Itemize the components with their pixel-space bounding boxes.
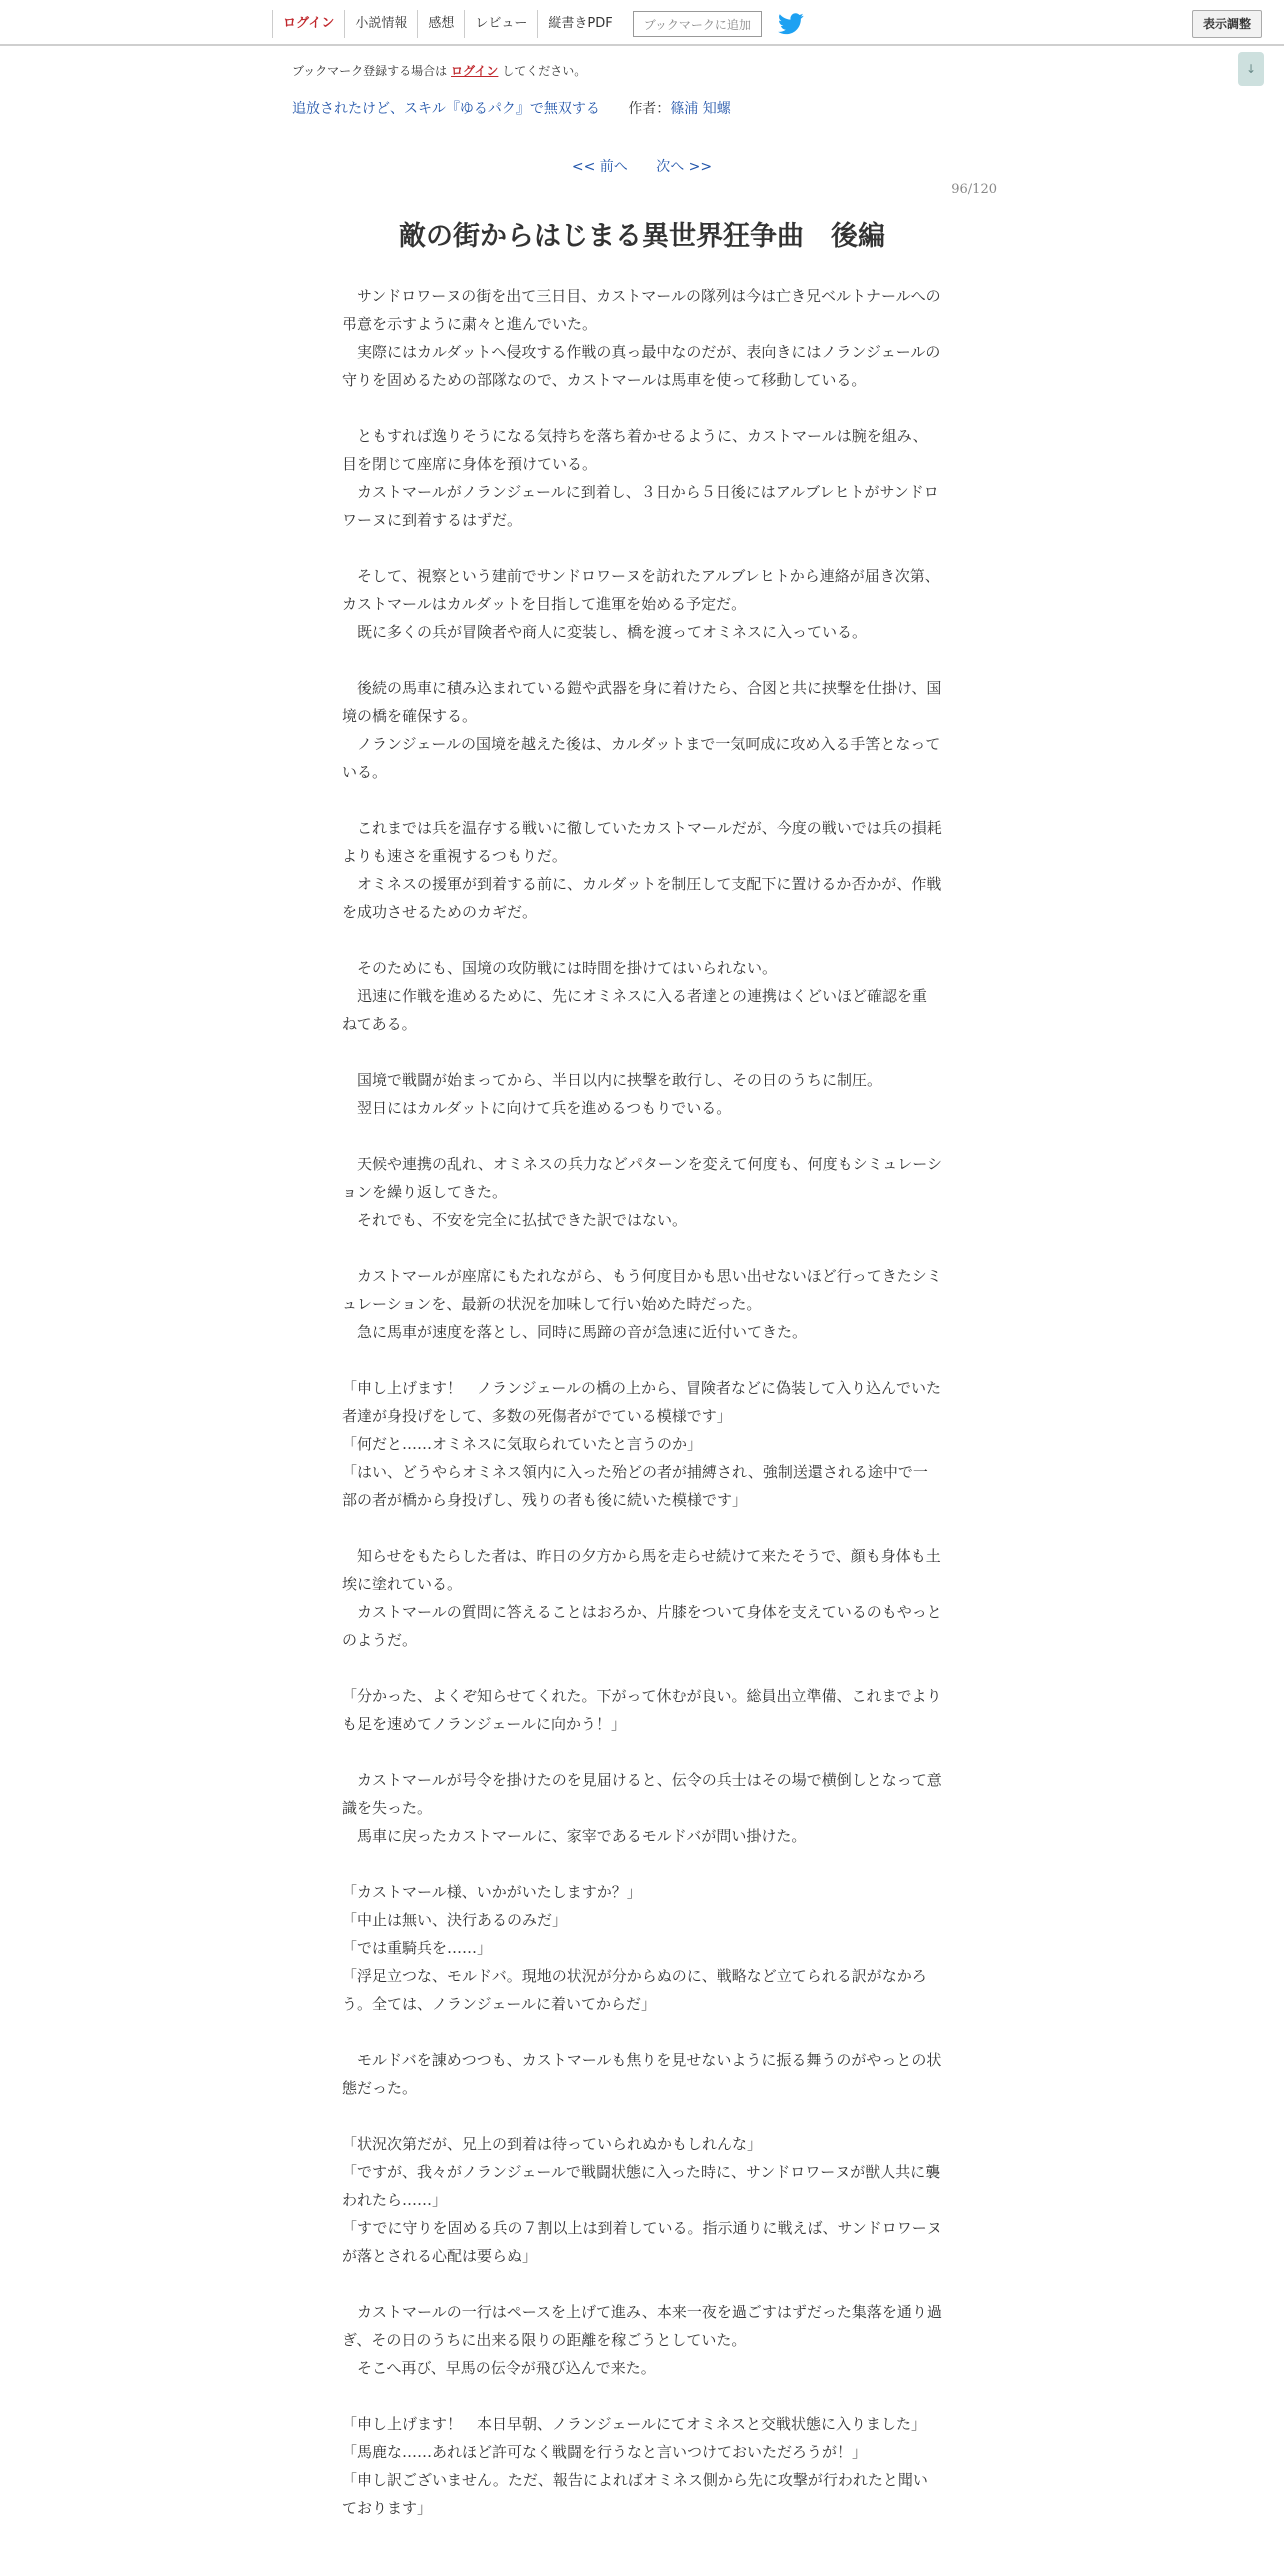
body-paragraph: 馬車に戻ったカストマールに、家宰であるモルドバが問い掛けた。 [342,1827,807,1845]
body-paragraph: そのためにも、国境の攻防戦には時間を掛けてはいられない。 [342,959,778,977]
nav-vertical-pdf-link[interactable]: 縦書きPDF [537,10,622,38]
next-chapter-link[interactable]: 次へ >> [656,159,713,175]
paragraph-spacer [342,1514,942,1542]
body-paragraph: 「浮足立つな、モルドバ。現地の状況が分からぬのに、戦略など立てられる訳がなかろう。全ては、ノランジェールに着いてからだ」 [342,1967,927,2013]
body-paragraph: 「はい、どうやらオミネス領内に入った殆どの者が捕縛され、強制送還される途中で一部の者が橋から身投げし、残りの者も後に続いた模様です」 [342,1463,928,1509]
body-paragraph: 「申し訳ございません。ただ、報告によればオミネス側から先に攻撃が行われたと聞いております」 [342,2471,928,2517]
body-paragraph: 天候や連携の乱れ、オミネスの兵力などパターンを変えて何度も、何度もシミュレーションを繰り返してきた。 [342,1155,943,1201]
paragraph-spacer [342,786,942,814]
body-paragraph: それでも、不安を完全に払拭できた訳ではない。 [342,1211,688,1229]
paragraph-spacer [342,646,942,674]
body-paragraph: 迅速に作戦を進めるために、先にオミネスに入る者達との連携はくどいほど確認を重ねてある。 [342,987,928,1033]
body-paragraph: 「何だと……オミネスに気取られていたと言うのか」 [342,1435,703,1453]
add-bookmark-button[interactable]: ブックマークに追加 [633,11,762,37]
chapter-pager [0,156,1284,176]
body-paragraph: 「中止は無い、決行あるのみだ」 [342,1911,568,1929]
bookmark-note-prefix: ブックマーク登録する場合は [292,64,448,78]
nav-login-link[interactable]: ログイン [272,10,344,38]
body-paragraph: 国境で戦闘が始まってから、半日以内に挟撃を敢行し、その日のうちに制圧。 [342,1071,883,1089]
body-paragraph: カストマールがノランジェールに到着し、３日から５日後にはアルブレヒトがサンドロワーヌに到着するはずだ。 [342,483,939,529]
body-paragraph: 「すでに守りを固める兵の７割以上は到着している。指示通りに戦えば、サンドロワーヌが落とされる心配は要らぬ」 [342,2219,942,2265]
body-paragraph: 「馬鹿な……あれほど許可なく戦闘を行うなと言いつけておいただろうが！」 [342,2443,868,2461]
header-nav [272,10,804,38]
nav-novel-info-link[interactable]: 小説情報 [344,10,417,38]
body-paragraph: 「カストマール様、いかがいたしますか？」 [342,1883,642,1901]
body-paragraph: 「申し上げます！ 本日早朝、ノランジェールにてオミネスと交戦状態に入りました」 [342,2415,927,2433]
body-paragraph: 知らせをもたらした者は、昨日の夕方から馬を走らせ続けて来たそうで、顔も身体も土埃に塗れている。 [342,1547,941,1593]
chapter-title: 敵の街からはじまる異世界狂争曲 後編 [399,221,885,252]
twitter-bird-icon[interactable] [778,13,804,35]
body-paragraph: 急に馬車が速度を落とし、同時に馬蹄の音が急速に近付いてきた。 [342,1323,808,1341]
body-paragraph: 「分かった、よくぞ知らせてくれた。下がって休むが良い。総員出立準備、これまでよりも足を速めてノランジェールに向かう！」 [342,1687,942,1733]
body-paragraph: ノランジェールの国境を越えた後は、カルダットまで一気呵成に攻め入る手筈となっている。 [342,735,941,781]
novel-title-link[interactable]: 追放されたけど、スキル『ゆるパク』で無双する [292,101,600,117]
paragraph-spacer [342,1234,942,1262]
paragraph-spacer [342,2102,942,2130]
body-paragraph: 実際にはカルダットへ侵攻する作戦の真っ最中なのだが、表向きにはノランジェールの守りを固めるための部隊なので、カストマールは馬車を使って移動している。 [342,343,941,389]
body-paragraph: 翌日にはカルダットに向けて兵を進めるつもりでいる。 [342,1099,732,1117]
bookmark-login-note [292,62,586,79]
body-paragraph: サンドロワーヌの街を出て三日目、カストマールの隊列は今は亡き兄ベルトナールへの弔意を示すように粛々と進んでいた。 [342,287,941,333]
paragraph-spacer [342,2018,942,2046]
paragraph-spacer [342,534,942,562]
paragraph-spacer [342,1654,942,1682]
prev-chapter-link[interactable]: << 前へ [571,159,628,175]
body-paragraph: ともすれば逸りそうになる気持ちを落ち着かせるように、カストマールは腕を組み、目を閉じて座席に身体を預けている。 [342,427,928,473]
body-paragraph: そこへ再び、早馬の伝令が飛び込んで来た。 [342,2359,656,2377]
top-bar [0,0,1284,46]
display-settings-button[interactable]: 表示調整 [1192,10,1262,38]
bookmark-note-suffix: してください。 [502,64,587,78]
nav-review-link[interactable]: レビュー [464,10,537,38]
body-paragraph: 「申し上げます！ ノランジェールの橋の上から、冒険者などに偽装して入り込んでいた者達が身投げをして、多数の死傷者がでている模様です」 [342,1379,942,1425]
paragraph-spacer [342,394,942,422]
body-paragraph: 後続の馬車に積み込まれている鎧や武器を身に着けたら、合図と共に挟撃を仕掛け、国境の橋を確保する。 [342,679,942,725]
author-link[interactable]: 篠浦 知螺 [670,101,731,117]
paragraph-spacer [342,1346,942,1374]
body-paragraph: オミネスの援軍が到着する前に、カルダットを制圧して支配下に置けるか否かが、作戦を成功させるためのカギだ。 [342,875,942,921]
bookmark-note-login-link[interactable]: ログイン [451,64,499,78]
body-paragraph: 既に多くの兵が冒険者や商人に変装し、橋を渡ってオミネスに入っている。 [342,623,868,641]
scroll-down-arrow-icon[interactable]: ↓ [1238,52,1264,86]
body-paragraph: 「状況次第だが、兄上の到着は待っていられぬかもしれんな」 [342,2135,763,2153]
body-paragraph: カストマールの一行はペースを上げて進み、本来一夜を過ごすはずだった集落を通り過ぎ、その日のうちに出来る限りの距離を稼ごうとしていた。 [342,2303,942,2349]
paragraph-spacer [342,1122,942,1150]
body-paragraph: カストマールが座席にもたれながら、もう何度目かも思い出せないほど行ってきたシミュレーションを、最新の状況を加味して行い始めた時だった。 [342,1267,942,1313]
paragraph-spacer [342,926,942,954]
body-paragraph: そして、視察という建前でサンドロワーヌを訪れたアルブレヒトから連絡が届き次第、カストマールはカルダットを目指して進軍を始める予定だ。 [342,567,940,613]
paragraph-spacer [342,1738,942,1766]
paragraph-spacer [342,2382,942,2410]
body-paragraph: 「では重騎兵を……」 [342,1939,493,1957]
paragraph-spacer [342,1850,942,1878]
chapter-progress: 96/120 [951,182,997,197]
novel-info-line [292,98,731,118]
body-paragraph: モルドバを諌めつつも、カストマールも焦りを見せないように振る舞うのがやっとの状態だった。 [342,2051,942,2097]
body-paragraph: 「ですが、我々がノランジェールで戦闘状態に入った時に、サンドロワーヌが獣人共に襲われたら……」 [342,2163,941,2209]
body-paragraph: これまでは兵を温存する戦いに徹していたカストマールだが、今度の戦いでは兵の損耗よりも速さを重視するつもりだ。 [342,819,942,865]
nav-impressions-link[interactable]: 感想 [417,10,464,38]
body-paragraph: カストマールの質問に答えることはおろか、片膝をついて身体を支えているのもやっとのようだ。 [342,1603,942,1649]
paragraph-spacer [342,2270,942,2298]
body-paragraph: カストマールが号令を掛けたのを見届けると、伝令の兵士はその場で横倒しとなって意識を失った。 [342,1771,942,1817]
chapter-body [342,282,942,2522]
paragraph-spacer [342,1038,942,1066]
author-label: 作者： [628,101,671,117]
